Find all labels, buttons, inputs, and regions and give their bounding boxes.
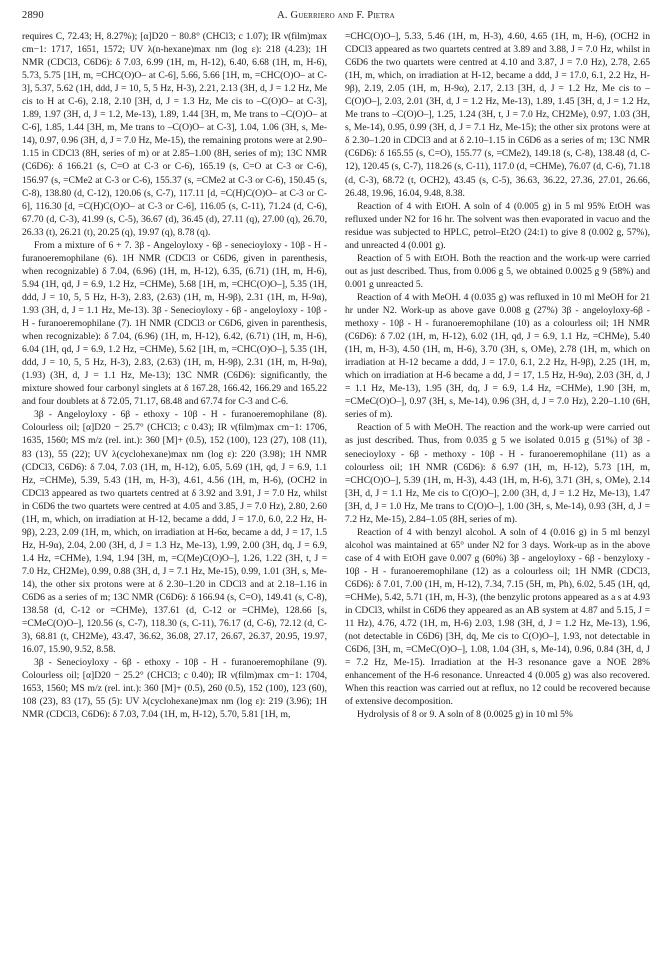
paragraph: Reaction of 4 with MeOH. 4 (0.035 g) was refluxed in 10 ml MeOH for 21 hr under N2. Work-up as above gave 0.008 g (27%) 3β - angeloyloxy-6β - methoxy - 10β - H - furanoeremophilane (10) as a colourless oil; 1H NMR (C6D6): δ 7.02 (1H, m, H-12), 6.02 (1H, qd, J = 6.9, 1.1 Hz, =CHMe), 5.40 (1H, m, H-3), 4.50 (1H, m, H-6), 3.70 (3H, s, OMe), 2.78 (1H, m, which on irradiation at H-12 became a ddd, J = 17.0, 6.1, 2.2 Hz, H-9β), 2.25 (1H, m, which on irradiation at H-6 became a dd, J = 17, 1.5 Hz, H-9α), 2.03 (3H, d, J = 1.1 Hz, Me-13), 1.95 (3H, dq, J = 6.9, 1.4 Hz, =CHMe), 1.90 [3H, m, =CMeC(O)O–], 0.97 (3H, s, Me-14), 0.96 (3H, d, J = 7.0 Hz), 2.20–1.10 (6H, series of m).: [345, 291, 650, 421]
running-head-authors: A. Guerriero and F. Pietra: [277, 10, 395, 21]
paragraph: 3β - Senecioyloxy - 6β - ethoxy - 10β - H - furanoeremophilane (9). Colourless oil; [α]D20 − 25.2° (CHCl3; c 0.40); IR ν(film)max cm−1: 1704, 1653, 1560; MS m/z (rel. int.): 360 [M]+ (0.5), 260 (0.5), 152 (100), 123 (60), 108 (23), 83 (17), 55 (5): UV λ(cyclohexane)max nm (log ε): 219 (3.96); 1H NMR (CDCl3, C6D6): δ 7.03, 7.04 (1H, m, H-12), 5.70, 5.81 [1H, m,: [22, 657, 327, 721]
page-number: 2890: [22, 10, 44, 21]
left-column: [22, 30, 327, 945]
paragraph: requires C, 72.43; H, 8.27%); [α]D20 − 80.8° (CHCl3; c 1.07); IR ν(film)max cm−1: 1717, 1651, 1572; UV λ(n-hexane)max nm (log ε): 218 (4.23); 1H NMR (CDCl3, C6D6): δ 7.03, 6.99 (1H, m, H-12), 6.40, 6.68 (1H, m, H-6), 5.73, 5.75 [1H, m, =CHC(O)O– at C-6], 5.66, 5.66 [1H, m, =CHC(O)O– at C-3], 5.37, 5.62 (1H, ddd, J = 10, 5, 5 Hz, H-3), 2.21, 2.13 (3H, d, J = 1.2 Hz, Me cis to H at C-6), 2.18, 2.10 [3H, d, J = 1.3 Hz, Me cis to –C(O)O– at C-3], 1.89, 1.97 (3H, d, J = 1.2, Me-13), 1.89, 1.44 [3H, m, Me trans to –C(O)O– at C-6], 1.85, 1.44 [3H, m, Me trans to –C(O)O– at C-3], 1.04, 1.06 (3H, s, Me-14), 0.97, 0.96 (3H, d, J = 7.0 Hz, Me-15), the remaining protons were at 2.90–1.15 in CDCl3 (8H, series of m) or at 2.85–1.00 (8H, series of m); 13C NMR (C6D6): δ 166.21 (s, C=O at C-3 or C-6), 165.19 (s, C=O at C-3 or C-6), 156.97 (s, =CMe2 at C-3 or C-6), 155.37 (s, =CMe2 at C-3 or C-6), 150.45 (s, C-8), 138.80 (d, C-12), 120.06 (s, C-7), 117.11 [d, =C(H)C(O)O– at C-3 or C-6], 116.30 [d, =C(H)C(O)O– at C-3 or C-6], 116.05 (s, C-11), 71.24 (d, C-6), 67.70 (d, C-3), 41.99 (s, C-5), 36.67 (d), 36.45 (d), 27.11 (q), 27.00 (q), 26.70, 26.33 (t), 26.21 (t), 20.25 (q), 19.97 (q), 8.78 (q).: [22, 31, 327, 238]
paragraph: Reaction of 5 with MeOH. The reaction and the work-up were carried out as just described. Thus, from 0.035 g 5 we isolated 0.015 g (51%) of 3β - senecioyloxy - 6β - methoxy - 10β - H - furanoeremophilane (11) as a colourless oil; 1H NMR (C6D6): δ 6.97 (1H, m, H-12), 5.73 [1H, m, =CHC(O)O–], 5.39 (1H, m, H-3), 4.43 (1H, m, H-6), 3.71 (3H, s, OMe), 2.14 [3H, d, J = 1.1 Hz, Me cis to C(O)O–], 2.00 (3H, d, J = 1.2 Hz, Me-13), 1.47 [3H, d, J = 1.0 Hz, Me trans to C(O)O–], 1.00 (3H, s, Me-14), 0.93 (3H, d, J = 7.2 Hz, Me-15), 2.84–1.05 (8H, series of m).: [345, 422, 650, 525]
paragraph: Hydrolysis of 8 or 9. A soln of 8 (0.0025 g) in 10 ml 5%: [357, 709, 573, 721]
paragraph: =CHC(O)O–], 5.33, 5.46 (1H, m, H-3), 4.60, 4.65 (1H, m, H-6), (OCH2 in CDCl3 appeared as two quartets centred at 3.89 and 3.88, J = 7.0 Hz, whilst in C6D6 the two quartets were centred at 4.10 and 3.87, J = 7.0 Hz), 2.78, 2.65 (1H, m, which, on irradiation at H-12, became a ddd, J = 17.0, 6.1, 2.2 Hz, H-9β), 2.19, 2.05 (1H, m, H-9α), 2.17, 2.13 [3H, d, J = 1.2 Hz, Me cis to –C(O)O–], 2.03, 2.01 (3H, d, J = 1.2 Hz, Me-13), 1.89, 1.45 [3H, d, J = 1.2 Hz, Me trans to –C(O)O–], 1.25, 1.24 (3H, t, J = 7.0 Hz, CH2Me), 0.97, 1.03 (3H, s, Me-14), 0.95, 0.99 (3H, d, J = 7.1 Hz, Me-15); the other six protons were at δ 2.30–1.20 in CDCl3 and at δ 2.10–1.15 in C6D6 as a series of m; 13C NMR (C6D6): δ 165.55 (s, C=O), 155.77 (s, =CMe2), 149.18 (s, C-8), 138.48 (d, C-12), 120.45 (s, C-7), 118.26 (s, C-11), 117.0 (d, =CHMe), 76.07 (d, C-6), 71.18 (d, C-3), 68.72 (t, OCH2), 43.45 (s, C-5), 36.63, 36.22, 27.36, 27.01, 26.66, 26.48, 19.96, 16.04, 9.48, 8.38.: [345, 31, 650, 199]
paragraph: 3β - Angeloyloxy - 6β - ethoxy - 10β - H - furanoeremophilane (8). Colourless oil; [α]D20 − 25.7° (CHCl3; c 0.43); IR ν(film)max cm−1: 1706, 1635, 1560; MS m/z (rel. int.): 360 [M]+ (0.5), 152 (100), 123 (27), 108 (11), 83 (13), 55 (22); UV λ(cyclohexane)max nm (log ε): 220 (3.98); 1H NMR (CDCl3, C6D6): δ 7.04, 7.03 (1H, m, H-12), 6.05, 5.69 (1H, qd, J = 6.9, 1.1 Hz, =CHMe), 5.39, 5.43 (1H, m, H-3), 4.61, 4.56 (1H, m, H-6), (OCH2 in CDCl3 appeared as two quartets centred at δ 3.92 and 3.91, J = 7.0 Hz, whilst in C6D6 the two quartets were centred at 4.05 and 3.85, J = 7.0 Hz), 2.80, 2.60 (1H, m, which, on irradiation at H-12, became a ddd, J = 17.0, 6.0, 2.2 Hz, H-9β), 2.23, 2.09 (1H, m, which, on irradiation at H-6α, became a dd, J = 17, 1.5 Hz, H-9α), 2.04, 2.00 (3H, d, J = 1.3 Hz, Me-13), 1.99, 2.00 (3H, dq, J = 6.9, 1.4 Hz, =CHMe), 1.94, 1.94 [3H, m, =C(Me)C(O)O–], 1.26, 1.22 (3H, t, J = 7.0 Hz, CH2Me), 0.99, 0.88 (3H, d, J = 7.1 Hz, Me-15), 0.99, 1.01 (3H, s, Me-14), the other six protons were at δ 2.30–1.20 in CDCl3 and at 2.18–1.16 in C6D6 as a series of m; 13C NMR (C6D6): δ 166.94 (s, C=O), 149.41 (s, C-8), 138.58 (d, C-12 or =CHMe), 137.61 (d, C-12 or =CHMe), 128.66 [s, =CMeC(O)O–], 120.56 (s, C-7), 118.30 (s, C-11), 76.17 (d, C-6), 72.12 (d, C-3), 68.81 (t, CH2Me), 43.47, 36.62, 36.08, 27.17, 26.67, 26.37, 20.95, 19.97, 16.07, 15.90, 9.52, 8.58.: [22, 409, 327, 656]
paragraph: Reaction of 5 with EtOH. Both the reaction and the work-up were carried out as just described. Thus, from 0.006 g 5, we obtained 0.0025 g 9 (58%) and 0.001 g unreacted 5.: [345, 252, 650, 290]
paragraph: Reaction of 4 with EtOH. A soln of 4 (0.005 g) in 5 ml 95% EtOH was refluxed under N2 for 16 hr. The solvent was then evaporated in vacuo and the residue was subjected to HPLC, petrol–Et2O (24:1) to give 8 (0.002 g, 57%), and unreacted 4 (0.001 g).: [345, 200, 650, 251]
right-column: [345, 30, 650, 945]
paragraph: Reaction of 4 with benzyl alcohol. A soln of 4 (0.016 g) in 5 ml benzyl alcohol was maintained at 65° under N2 for 3 days. Work-up as in the above case of 4 with EtOH gave 0.007 g (60%) 3β - angeloyloxy - 6β - benzyloxy - 10β - H - furanoeremophilane (12) as a colourless oil; 1H NMR (CDCl3, C6D6): δ 7.01, 7.00 (1H, m, H-12), 7.34, 7.15 (5H, m, Ph), 6.02, 5.45 (1H, qd, =CHMe), 5.42, 5.71 (1H, m, H-3), (the benzylic protons appeared as a s at 4.93 in CDCl3, whilst in C6D6 they appeared as an AB system at 4.87 and 5.15, J = 11 Hz), 4.76, 4.72 (1H, m, H-6) 2.03, 1.98 (3H, d, J = 1.2 Hz, Me-13), 1.96, (not detectable in C6D6) [3H, dq, Me cis to C(O)O–], 1.93, not detectable in C6D6, [3H, m, =CMeC(O)O–], 1.08, 1.04 (3H, s, Me-14), 0.96, 0.84 (3H, d, J = 7.2 Hz, Me-15). Irradiation at the H-3 resonance gave a NOE 28% enhancement of the H-6 resonance. Unreacted 4 (0.005 g) was also recovered. When this reaction was carried out at reflux, no 12 could be recovered because of extensive decomposition.: [345, 526, 650, 708]
page-header: [22, 10, 650, 26]
paragraph: From a mixture of 6 + 7. 3β - Angeloyloxy - 6β - senecioyloxy - 10β - H - furanoeremophilane (6). 1H NMR (CDCl3 or C6D6, given in parenthesis, when recognizable) δ 7.04, (6.96) (1H, m, H-12), 6.35, (6.71) (1H, m, H-6), 5.94 (1H, qd, J = 6.9, 1.2 Hz, =CHMe), 5.68 [1H, m, =CHC(O)O–], 5.35 (1H, ddd, J = 10, 5, 5 Hz, H-3), 2.83, (2.63) (1H, m, H-9β), 2.31 (1H, m, H-9α), 1.93 (3H, d, J = 1.1 Hz, Me-13). 3β - Senecioyloxy - 6β - angeloyloxy - 10β - H - furanoeremophilane (7). 1H NMR (CDCl3 or C6D6, given in parenthesis, when recognizable): δ 7.04, (6.96) (1H, m, H-12), 6.42, (6.71) (1H, m, H-6), 6.04 (1H, qd, J = 6.9, 1.2 Hz, =CHMe), 5.62 [1H, m, =CHC(O)O–], 5.35 (1H, ddd, J = 10, 5, 5 Hz, H-3), 2.83, (2.63) (1H, m, H-9β), 2.31 (1H, m, H-9α), (1.93) (3H, d, J = 1.1 Hz, Me-13); 13C NMR (C6D6): significantly, the mixture showed four carbonyl singlets at δ 167.28, 166.42, 166.29 and 165.22 and four doublets at δ 72.05, 71.17, 68.48 and 67.74 for C-3 and C-6.: [22, 239, 327, 408]
